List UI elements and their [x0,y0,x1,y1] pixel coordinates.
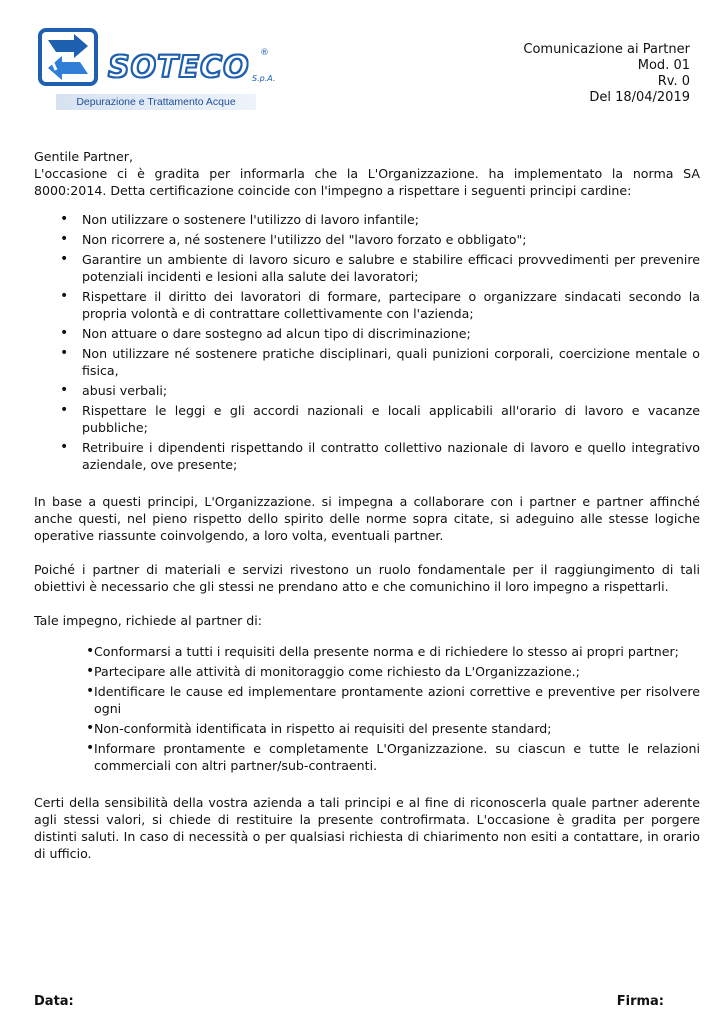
document-info [523,42,690,106]
list-item: • Non-conformità identificata in rispetto ai requisiti del presente standard; [34,720,700,737]
doc-title: Comunicazione ai Partner [523,42,690,57]
list-item: • Rispettare le leggi e gli accordi nazionali e locali applicabili all'orario di lavoro e vacanze pubbliche; [34,402,700,436]
letter-body [34,148,700,862]
list-item: • Conformarsi a tutti i requisiti della presente norma e di richiedere lo stesso ai propri partner; [34,643,700,660]
list-item: • Non utilizzare né sostenere pratiche disciplinari, quali punizioni corporali, coercizione mentale o fisica, [34,345,700,379]
recycle-arrows-icon [34,26,104,90]
doc-revision: Rv. 0 [657,74,690,89]
list-item: • Non attuare o dare sostegno ad alcun tipo di discriminazione; [34,325,700,342]
list-item: • abusi verbali; [34,382,700,399]
list-item: • Retribuire i dipendenti rispettando il contratto collettivo nazionale di lavoro e quello integrativo aziendale, ove presente; [34,439,700,473]
closing-paragraph: Certi della sensibilità della vostra azienda a tali principi e al fine di riconoscerla quale partner aderente agli stessi valori, si chiede di restituire la presente controfirmata. L'occasione è gradita per porgere distinti saluti. In caso di necessità o per qualsiasi richiesta di chiarimento non esiti a contattare, in orario di ufficio. [34,795,700,861]
registered-mark: ® [260,48,269,58]
list-item: • Partecipare alle attività di monitoraggio come richiesto da L'Organizzazione.; [34,663,700,680]
doc-mod: Mod. 01 [637,58,690,73]
signature-label: Firma: [616,994,664,1009]
list-item: • Rispettare il diritto dei lavoratori di formare, partecipare o organizzare sindacati secondo la propria volontà e di contrattare collettivamente con l'azienda; [34,288,700,322]
role-paragraph: Poiché i partner di materiali e servizi rivestono un ruolo fondamentale per il raggiungimento di tali obiettivi è necessario che gli stessi ne prendano atto e che comunichino il loro impegno a rispettarli. [34,562,700,594]
principles-paragraph: In base a questi principi, L'Organizzazione. si impegna a collaborare con i partner e partner affinché anche questi, nel pieno rispetto dello spirito delle norme sopra citate, si adeguino alle stesse logiche operative riassunte coinvolgendo, a loro volta, eventuali partner. [34,494,700,543]
doc-date: Del 18/04/2019 [589,90,690,105]
requirements-list [34,643,700,774]
company-logo [34,26,294,110]
logo-spa: S.p.A. [252,74,276,83]
company-tagline: Depurazione e Trattamento Acque [56,94,256,110]
logo-wordmark: SOTECO [108,50,250,85]
list-item: • Garantire un ambiente di lavoro sicuro e salubre e stabilire efficaci provvedimenti per prevenire potenziali incidenti e lesioni alla salute dei lavoratori; [34,251,700,285]
list-item: • Non utilizzare o sostenere l'utilizzo di lavoro infantile; [34,211,700,228]
greeting: Gentile Partner, [34,149,133,164]
intro-paragraph: L'occasione ci è gradita per informarla che la L'Organizzazione. ha implementato la norma SA 8000:2014. Detta certificazione coincide con l'impegno a rispettare i seguenti principi cardine: [34,166,700,198]
commitment-intro: Tale impegno, richiede al partner di: [34,613,263,628]
date-label: Data: [34,994,74,1009]
list-item: • Identificare le cause ed implementare prontamente azioni correttive e preventive per risolvere ogni [34,683,700,717]
list-item: • Non ricorrere a, né sostenere l'utilizzo del "lavoro forzato e obbligato"; [34,231,700,248]
letterhead [0,0,728,120]
list-item: • Informare prontamente e completamente L'Organizzazione. su ciascun e tutte le relazioni commerciali con altri partner/sub-contraenti. [34,740,700,774]
principles-list [34,211,700,473]
